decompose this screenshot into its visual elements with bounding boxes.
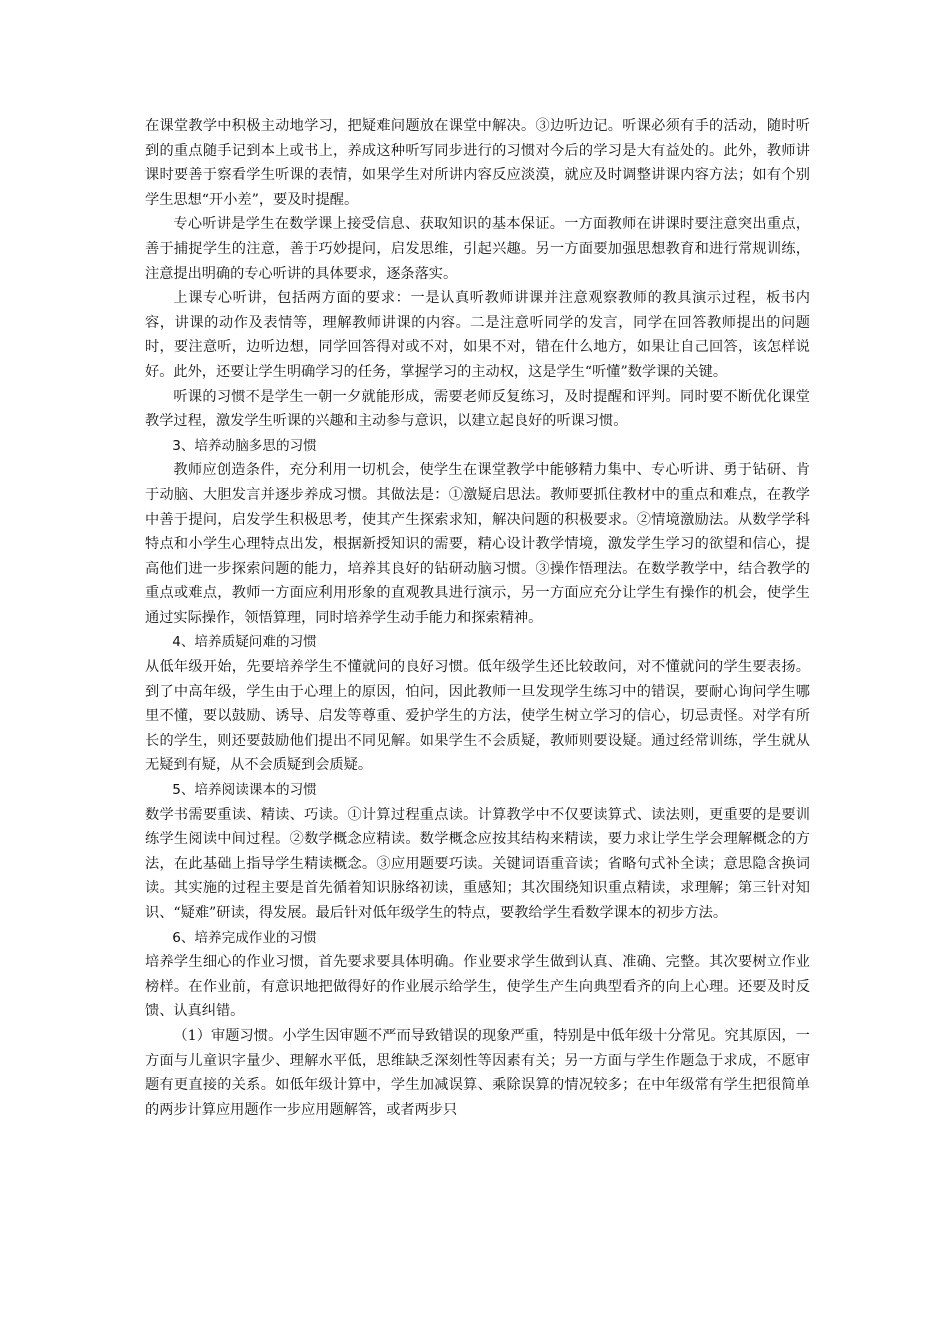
paragraph-listening-notes: 在课堂教学中积极主动地学习，把疑难问题放在课堂中解决。③边听边记。听课必须有手的活动，随时听到的重点随手记到本上或书上，养成这种听写同步进行的习惯对今后的学习是大有益处的。此外，教师讲课时要善于察看学生听课的表情，如果学生对所讲内容反应淡漠，就应及时调整讲课内容方法；如有个别学生思想“开小差”，要及时提醒。 (145, 118, 810, 208)
paragraph-listening-requirements: 上课专心听讲，包括两方面的要求：一是认真听教师讲课并注意观察教师的教具演示过程，板书内容，讲课的动作及表情等，理解教师讲课的内容。二是注意听同学的发言，同学在回答教师提出的问题时，要注意听，边听边想，同学回答得对或不对，如果不对，错在什么地方，如果让自己回答，该怎样说好。此外，还要让学生明确学习的任务，掌握学习的主动权，这是学生“听懂”数学课的关键。 (145, 290, 810, 380)
section-heading-5: 5、培养阅读课本的习惯 (172, 782, 317, 799)
paragraph-thinking-methods: 教师应创造条件，充分利用一切机会，使学生在课堂教学中能够精力集中、专心听讲、勇于钻研、肯于动脑、大胆发言并逐步养成习惯。其做法是：①激疑启思法。教师要抓住教材中的重点和难点，在教学中善于提问，启发学生积极思考，使其产生探索求知，解决问题的积极要求。②情境激励法。从数学学科特点和小学生心理特点出发，根据新授知识的需要，精心设计教学情境，激发学生学习的欲望和信心，提高他们进一步探索问题的能力，培养其良好的钻研动脑习惯。③操作悟理法。在数学教学中，结合教学的重点或难点，教师一方面应利用形象的直观教具进行演示，另一方面应充分让学生有操作的机会，使学生通过实际操作，领悟算理，同时培养学生动手能力和探索精神。 (145, 462, 810, 626)
section-heading-4: 4、培养质疑问难的习惯 (172, 634, 317, 651)
section-heading-6: 6、培养完成作业的习惯 (172, 929, 317, 946)
paragraph-homework: 培养学生细心的作业习惯，首先要求要具体明确。作业要求学生做到认真、准确、完整。其次要树立作业榜样。在作业前，有意识地把做得好的作业展示给学生，使学生产生向典型看齐的向上心理。还要及时反馈、认真纠错。 (145, 954, 810, 1020)
document-page (145, 114, 810, 1122)
section-heading-3: 3、培养动脑多思的习惯 (172, 437, 317, 454)
paragraph-review-habit: （1）审题习惯。小学生因审题不严而导致错误的现象严重，特别是中低年级十分常见。究其原因，一方面与儿童识字量少、理解水平低，思维缺乏深刻性等因素有关；另一方面与学生作题急于求成，不愿审题有更直接的关系。如低年级计算中，学生加减误算、乘除误算的情况较多；在中年级常有学生把很简单的两步计算应用题作一步应用题解答，或者两步只 (145, 1027, 810, 1118)
paragraph-listening-habit: 听课的习惯不是学生一朝一夕就能形成，需要老师反复练习，及时提醒和评判。同时要不断优化课堂教学过程，激发学生听课的兴趣和主动参与意识，以建立起良好的听课习惯。 (145, 388, 810, 430)
paragraph-questioning: 从低年级开始，先要培养学生不懂就问的良好习惯。低年级学生还比较敢问，对不懂就问的学生要表扬。到了中高年级，学生由于心理上的原因，怕问，因此教师一旦发现学生练习中的错误，要耐心询问学生哪里不懂，要以鼓励、诱导、启发等尊重、爱护学生的方法，使学生树立学习的信心，切忌责怪。对学有所长的学生，则还要鼓励他们提出不同见解。如果学生不会质疑，教师则要设疑。通过经常训练，学生就从无疑到有疑，从不会质疑到会质疑。 (145, 659, 810, 774)
paragraph-attentive-listening: 专心听讲是学生在数学课上接受信息、获取知识的基本保证。一方面教师在讲课时要注意突出重点，善于捕捉学生的注意，善于巧妙提问，启发思维，引起兴趣。另一方面要加强思想教育和进行常规训练，注意提出明确的专心听讲的具体要求，逐条落实。 (145, 216, 810, 282)
paragraph-reading: 数学书需要重读、精读、巧读。①计算过程重点读。计算教学中不仅要读算式、读法则，更重要的是要训练学生阅读中间过程。②数学概念应精读。数学概念应按其结构来精读，要力求让学生学会理解概念的方法，在此基础上指导学生精读概念。③应用题要巧读。关键词语重音读；省略句式补全读；意思隐含换词读。其实施的过程主要是首先循着知识脉络初读，重感知；其次围绕知识重点精读，求理解；第三针对知识、“疑难”研读，得发展。最后针对低年级学生的特点，要教给学生看数学课本的初步方法。 (145, 806, 810, 921)
